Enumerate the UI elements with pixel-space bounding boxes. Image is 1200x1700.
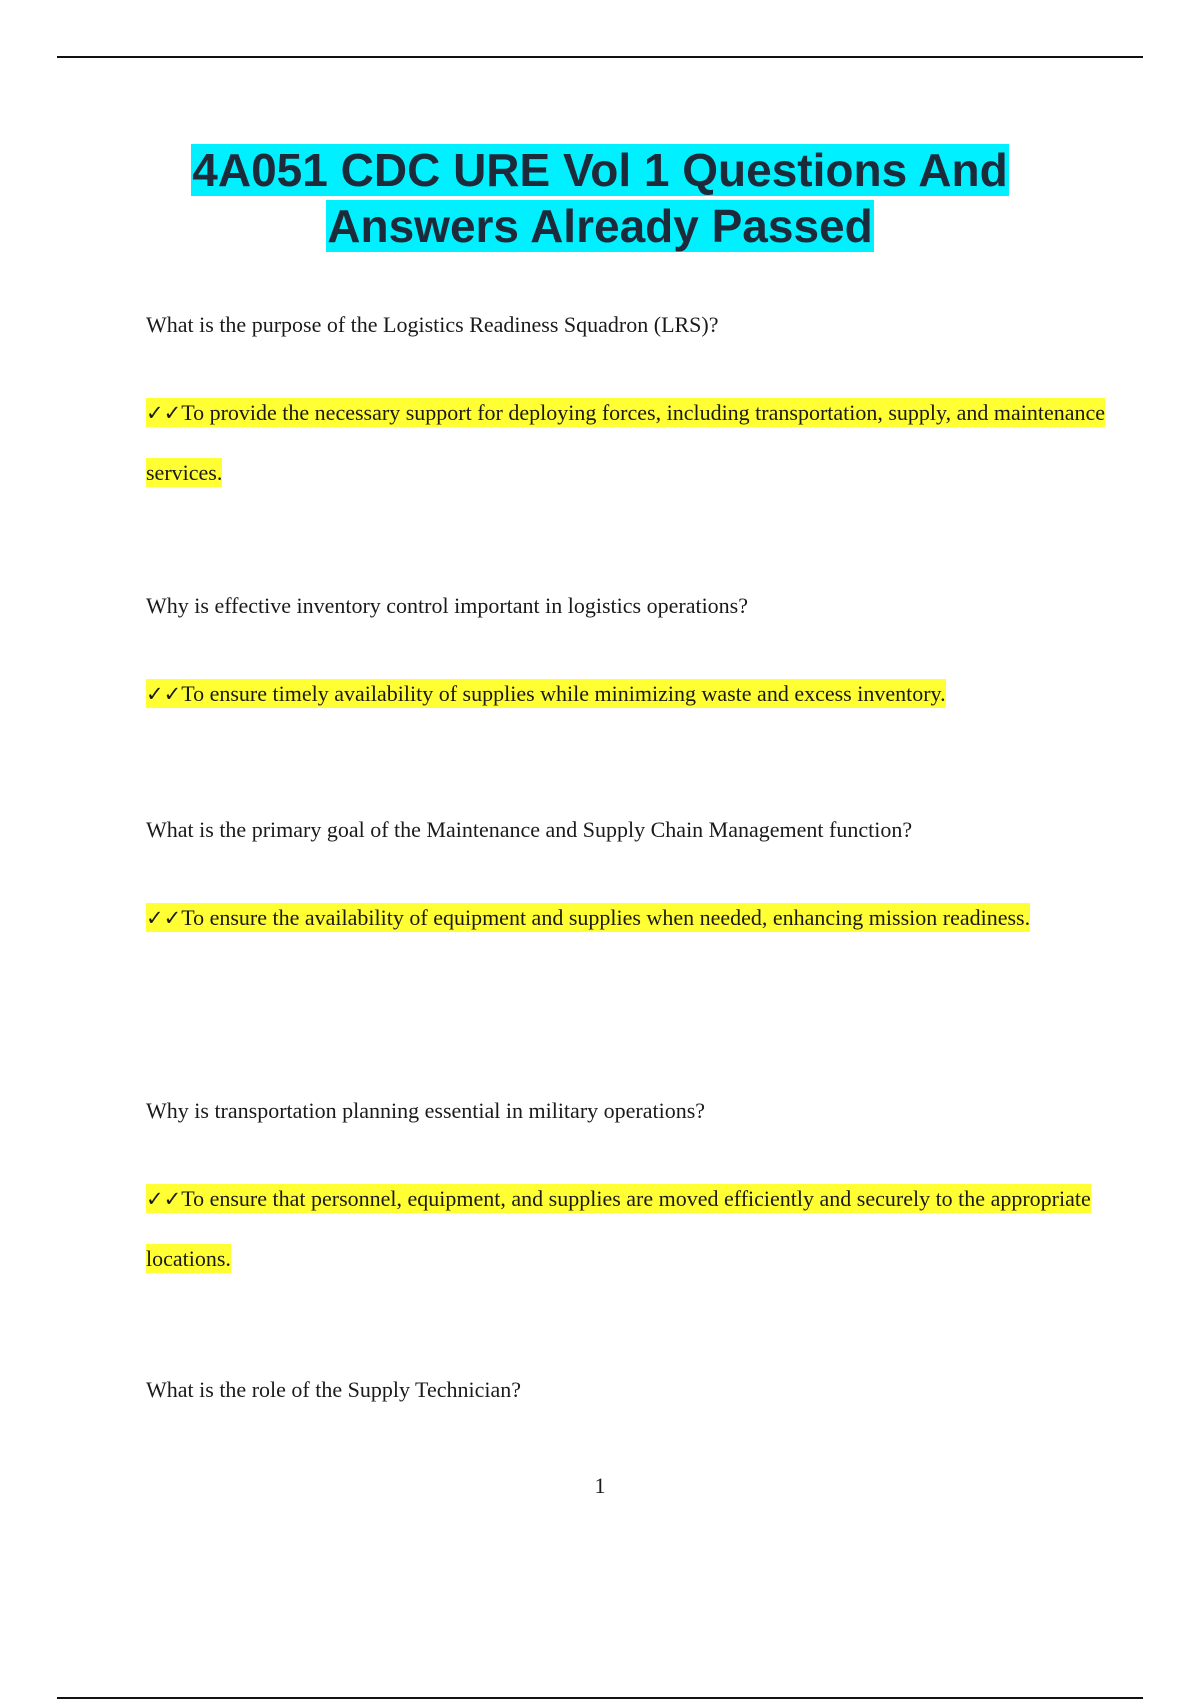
question-text: What is the primary goal of the Maintenance and Supply Chain Management function? <box>146 817 913 842</box>
check-mark-icon: ✓✓ <box>146 682 182 706</box>
title-line-1: 4A051 CDC URE Vol 1 Questions And <box>192 144 1008 196</box>
top-rule <box>57 56 1143 58</box>
page-number: 1 <box>594 1473 606 1498</box>
question-text: What is the role of the Supply Technician? <box>146 1377 521 1402</box>
question-text: Why is transportation planning essential in military operations? <box>146 1098 706 1123</box>
qa-item <box>146 1097 1106 1289</box>
title-line-2: Answers Already Passed <box>327 200 873 252</box>
qa-item <box>146 592 1106 724</box>
bottom-rule <box>57 1697 1143 1699</box>
answer-text: ✓✓To provide the necessary support for deploying forces, including transportation, supply, and maintenance services. <box>146 400 1106 485</box>
qa-item <box>146 1376 1106 1404</box>
qa-item <box>146 311 1106 503</box>
answer-text: ✓✓To ensure that personnel, equipment, and supplies are moved efficiently and securely to the appropriate locations. <box>146 1186 1091 1271</box>
qa-item <box>146 816 1106 948</box>
document-title <box>0 142 1200 254</box>
question-text: Why is effective inventory control important in logistics operations? <box>146 593 749 618</box>
answer-text: ✓✓To ensure timely availability of supplies while minimizing waste and excess inventory. <box>146 681 946 706</box>
check-mark-icon: ✓✓ <box>146 906 182 930</box>
answer-text: ✓✓To ensure the availability of equipment and supplies when needed, enhancing mission readiness. <box>146 905 1031 930</box>
check-mark-icon: ✓✓ <box>146 401 182 425</box>
check-mark-icon: ✓✓ <box>146 1187 182 1211</box>
question-text: What is the purpose of the Logistics Readiness Squadron (LRS)? <box>146 312 719 337</box>
